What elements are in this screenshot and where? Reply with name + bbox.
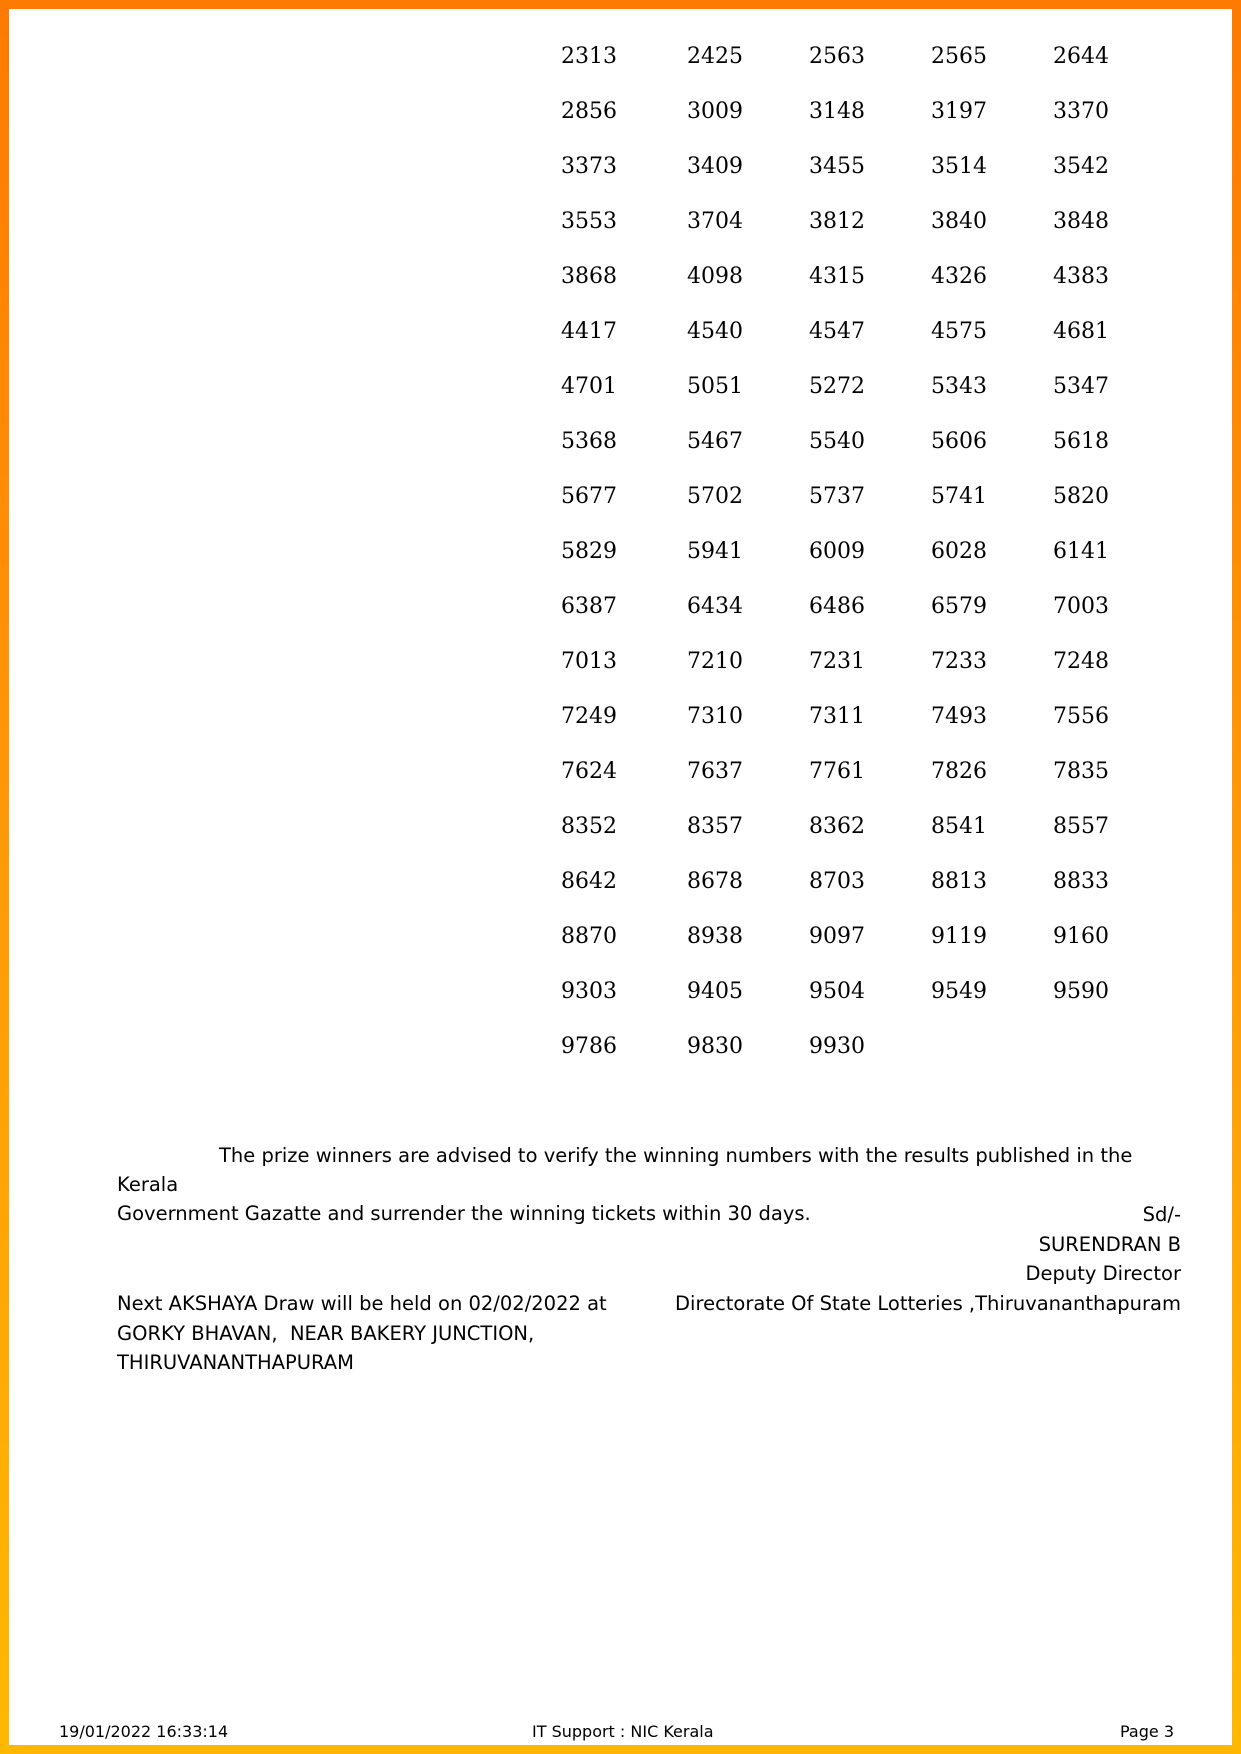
winning-number: 7556	[1053, 704, 1109, 729]
winning-number: 6486	[809, 594, 865, 619]
signatory-name: SURENDRAN B	[1038, 1232, 1181, 1256]
winning-number: 3704	[687, 209, 743, 234]
winning-number: 5829	[561, 539, 617, 564]
winning-number: 7210	[687, 649, 743, 674]
winning-number: 7637	[687, 759, 743, 784]
winning-number: 2313	[561, 44, 617, 69]
winning-number: 9830	[687, 1034, 743, 1059]
winning-number: 5820	[1053, 484, 1109, 509]
winning-number: 9786	[561, 1034, 617, 1059]
winning-number: 2425	[687, 44, 743, 69]
signatory-office: Directorate Of State Lotteries ,Thiruvananthapuram	[675, 1291, 1181, 1315]
winning-number: 6579	[931, 594, 987, 619]
winning-number: 5540	[809, 429, 865, 454]
winning-number: 7493	[931, 704, 987, 729]
winning-number: 8703	[809, 869, 865, 894]
winning-number: 9160	[1053, 924, 1109, 949]
winning-number: 3148	[809, 99, 865, 124]
winning-number: 5051	[687, 374, 743, 399]
winning-number: 4383	[1053, 264, 1109, 289]
winning-number: 4315	[809, 264, 865, 289]
winning-number: 6141	[1053, 539, 1109, 564]
winning-number: 2565	[931, 44, 987, 69]
winning-number: 3542	[1053, 154, 1109, 179]
winning-number: 3848	[1053, 209, 1109, 234]
winning-number: 3868	[561, 264, 617, 289]
signature-sd: Sd/-	[1142, 1203, 1181, 1226]
winning-number: 4681	[1053, 319, 1109, 344]
winning-number: 7311	[809, 704, 865, 729]
winning-number: 6009	[809, 539, 865, 564]
next-draw-info	[117, 1289, 637, 1378]
winning-number: 8642	[561, 869, 617, 894]
winning-number: 8938	[687, 924, 743, 949]
winning-number: 5606	[931, 429, 987, 454]
winning-number: 4098	[687, 264, 743, 289]
winning-number: 7248	[1053, 649, 1109, 674]
winning-number: 6387	[561, 594, 617, 619]
winning-number: 4540	[687, 319, 743, 344]
winning-number: 3370	[1053, 99, 1109, 124]
winning-number: 7761	[809, 759, 865, 784]
winning-number: 3009	[687, 99, 743, 124]
winning-number: 3197	[931, 99, 987, 124]
winning-number: 4575	[931, 319, 987, 344]
winning-number: 5741	[931, 484, 987, 509]
winning-number: 8557	[1053, 814, 1109, 839]
winning-number: 7013	[561, 649, 617, 674]
winning-numbers-grid	[561, 40, 1133, 1085]
winning-number: 9590	[1053, 979, 1109, 1004]
empty-cell	[1053, 1030, 1133, 1085]
notice-line-2: Government Gazatte and surrender the winning tickets within 30 days.	[117, 1202, 811, 1225]
footer-page-number: Page 3	[1120, 1722, 1174, 1741]
winning-number: 2563	[809, 44, 865, 69]
winning-number: 7249	[561, 704, 617, 729]
signature-block	[675, 1200, 1181, 1318]
winning-number: 8352	[561, 814, 617, 839]
winning-number: 4547	[809, 319, 865, 344]
winning-number: 8870	[561, 924, 617, 949]
winning-number: 5618	[1053, 429, 1109, 454]
winning-number: 9549	[931, 979, 987, 1004]
winning-number: 8362	[809, 814, 865, 839]
winning-number: 4326	[931, 264, 987, 289]
winning-number: 7310	[687, 704, 743, 729]
footer-it-support: IT Support : NIC Kerala	[532, 1722, 714, 1741]
winning-number: 4417	[561, 319, 617, 344]
winning-number: 7233	[931, 649, 987, 674]
winning-number: 5347	[1053, 374, 1109, 399]
winning-number: 5941	[687, 539, 743, 564]
winning-number: 3373	[561, 154, 617, 179]
winning-number: 8678	[687, 869, 743, 894]
winning-number: 6028	[931, 539, 987, 564]
winning-number: 9303	[561, 979, 617, 1004]
empty-cell	[931, 1030, 1053, 1085]
winning-number: 5737	[809, 484, 865, 509]
winning-number: 3553	[561, 209, 617, 234]
winning-number: 5368	[561, 429, 617, 454]
winning-number: 9504	[809, 979, 865, 1004]
next-draw-line-1: Next AKSHAYA Draw will be held on 02/02/2022 at	[117, 1292, 607, 1315]
winning-number: 5343	[931, 374, 987, 399]
winning-number: 3812	[809, 209, 865, 234]
winning-number: 5467	[687, 429, 743, 454]
winning-number: 7231	[809, 649, 865, 674]
signatory-designation: Deputy Director	[1025, 1262, 1181, 1285]
winning-number: 2644	[1053, 44, 1109, 69]
winning-number: 3514	[931, 154, 987, 179]
winning-number: 5272	[809, 374, 865, 399]
next-draw-line-3: THIRUVANANTHAPURAM	[117, 1351, 354, 1374]
winning-number: 9405	[687, 979, 743, 1004]
winning-number: 6434	[687, 594, 743, 619]
notice-line-1	[117, 1141, 1193, 1199]
winning-number: 7003	[1053, 594, 1109, 619]
winning-number: 5677	[561, 484, 617, 509]
notice-text-1: The prize winners are advised to verify the winning numbers with the results published in the Kerala	[117, 1144, 1133, 1196]
winning-number: 8541	[931, 814, 987, 839]
winning-number: 7826	[931, 759, 987, 784]
next-draw-line-2: GORKY BHAVAN, NEAR BAKERY JUNCTION,	[117, 1321, 535, 1345]
winning-number: 8833	[1053, 869, 1109, 894]
winning-number: 4701	[561, 374, 617, 399]
winning-number: 7835	[1053, 759, 1109, 784]
winning-number: 8813	[931, 869, 987, 894]
winning-number: 3455	[809, 154, 865, 179]
document-page	[9, 9, 1232, 1745]
winning-number: 8357	[687, 814, 743, 839]
footer-timestamp: 19/01/2022 16:33:14	[59, 1722, 229, 1741]
winning-number: 3409	[687, 154, 743, 179]
winning-number: 9930	[809, 1034, 865, 1059]
winning-number: 9097	[809, 924, 865, 949]
winning-number: 3840	[931, 209, 987, 234]
winning-number: 5702	[687, 484, 743, 509]
winning-number: 7624	[561, 759, 617, 784]
winning-number: 2856	[561, 99, 617, 124]
winning-number: 9119	[931, 924, 987, 949]
